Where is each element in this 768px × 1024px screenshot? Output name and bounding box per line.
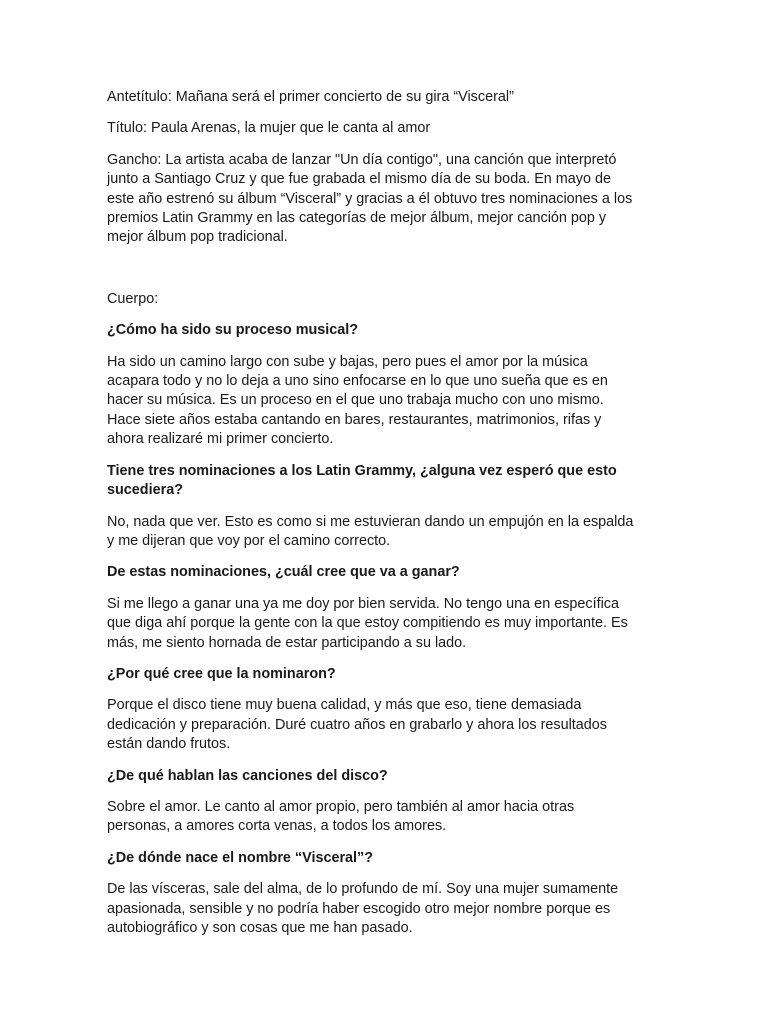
question-5: ¿De qué hablan las canciones del disco? <box>107 767 388 784</box>
answer-2: No, nada que ver. Esto es como si me estuvieran dando un empujón en la espalda y me dijeran que voy por el camino correcto. <box>107 513 634 549</box>
question-6: ¿De dónde nace el nombre “Visceral”? <box>107 849 374 866</box>
answer-1: Ha sido un camino largo con sube y bajas, pero pues el amor por la música acapara todo y no lo deja a uno sino enfocarse en lo que uno sueña que es en hacer su música. Es un proceso en el que uno trabaja mucho con uno mismo. Hace siete años estaba cantando en bares, restaurantes, matrimonios, rifas y ahora realizaré mi primer concierto. <box>107 353 608 448</box>
antetitulo: Antetítulo: Mañana será el primer concierto de su gira “Visceral” <box>107 89 514 105</box>
question-2: Tiene tres nominaciones a los Latin Grammy, ¿alguna vez esperó que esto sucediera? <box>107 462 617 499</box>
blank-line <box>107 260 647 290</box>
question-4: ¿Por qué cree que la nominaron? <box>107 665 336 682</box>
answer-5: Sobre el amor. Le canto al amor propio, pero también al amor hacia otras personas, a amores corta venas, a todos los amores. <box>107 798 575 835</box>
body-label: Cuerpo: <box>107 290 159 307</box>
document-page <box>107 88 647 950</box>
titulo: Título: Paula Arenas, la mujer que le canta al amor <box>107 120 431 137</box>
gancho: Gancho: La artista acaba de lanzar "Un día contigo", una canción que interpretó junto a Santiago Cruz y que fue grabada el mismo día de su boda. En mayo de este año estrenó su álbum “Visceral” y gracias a él obtuvo tres nominaciones a los premios Latin Grammy en las categorías de mejor álbum, mejor canción pop y mejor álbum pop tradicional. <box>107 151 633 246</box>
answer-6: De las vísceras, sale del alma, de lo profundo de mí. Soy una mujer sumamente apasionada, sensible y no podría haber escogido otro mejor nombre porque es autobiográfico y son cosas que me han pasado. <box>107 881 619 936</box>
answer-4: Porque el disco tiene muy buena calidad, y más que eso, tiene demasiada dedicación y preparación. Duré cuatro años en grabarlo y ahora los resultados están dando frutos. <box>107 697 607 753</box>
question-3: De estas nominaciones, ¿cuál cree que va a ganar? <box>107 564 460 581</box>
answer-3: Si me llego a ganar una ya me doy por bien servida. No tengo una en específica que diga ahí porque la gente con la que estoy compitiendo es muy importante. Es más, me siento hornada de estar participando a su lado. <box>107 595 628 651</box>
question-1: ¿Cómo ha sido su proceso musical? <box>107 322 359 339</box>
